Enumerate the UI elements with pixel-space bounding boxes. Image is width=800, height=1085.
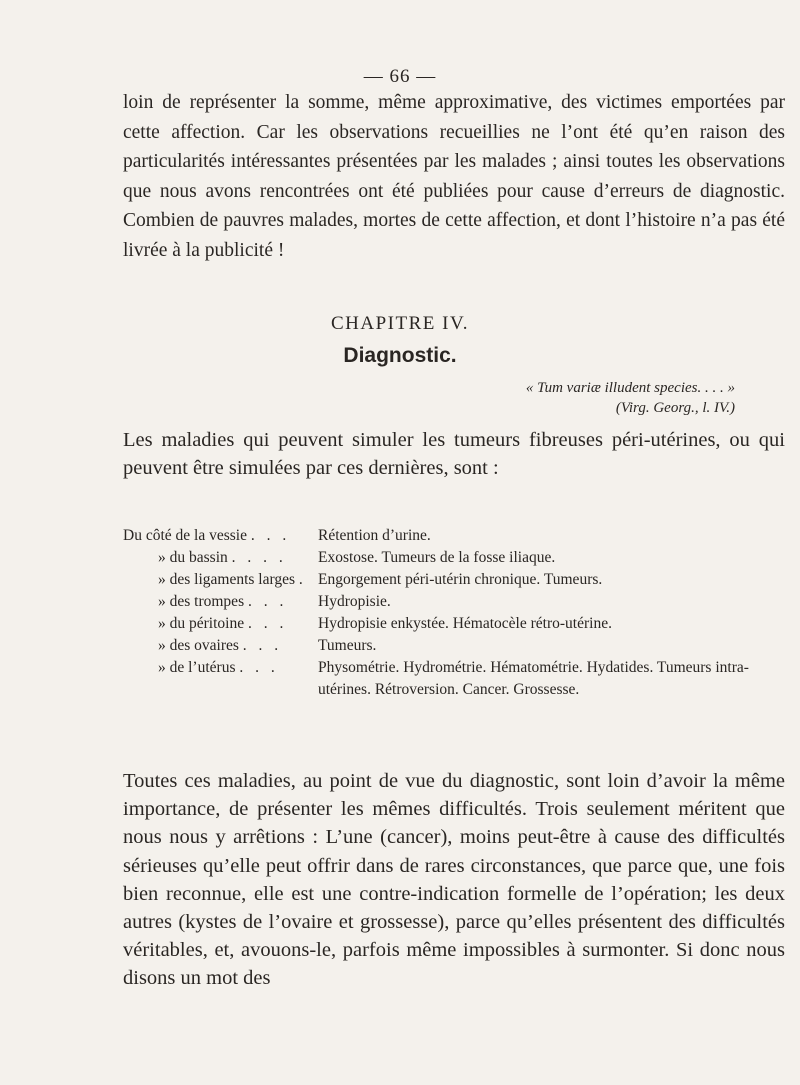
condition-text: Engorgement péri-utérin chronique. Tumeurs. xyxy=(318,571,603,588)
condition-text: Exostose. Tumeurs de la fosse iliaque. xyxy=(318,549,556,566)
leader-dots: . . . xyxy=(239,659,279,676)
list-item xyxy=(123,613,793,635)
list-item xyxy=(123,635,793,657)
intro-paragraph: loin de représenter la somme, même approximative, des victimes emportées par cette affection. Car les observations recueillies ne l’ont été qu’en raison des particularités intéressantes présentées par les malades ; ainsi toutes les observations que nous avons rencontrées ont été publiées pour cause d’erreurs de diagnostic. Combien de pauvres malades, mortes de cette affection, et dont l’histoire n’a pas été livrée à la publicité ! xyxy=(123,92,785,261)
organ-label: » des trompes xyxy=(158,593,245,610)
leader-dots: . . . . xyxy=(231,549,287,566)
section-title: Diagnostic. xyxy=(343,344,457,367)
organ-label: Du côté de la vessie xyxy=(123,527,247,544)
list-item xyxy=(123,591,793,613)
list-item xyxy=(123,569,793,591)
lead-paragraph: Les maladies qui peuvent simuler les tumeurs fibreuses péri-utérines, ou qui peuvent être simulées par ces dernières, sont : xyxy=(123,429,785,479)
page-number: — 66 — xyxy=(363,66,437,87)
condition-text: Rétention d’urine. xyxy=(318,527,431,544)
epigraph-source: (Virg. Georg., l. IV.) xyxy=(615,400,735,416)
organ-label: » des ligaments larges xyxy=(158,571,296,588)
chapter-heading: CHAPITRE IV. xyxy=(331,313,469,334)
leader-dots: . . . xyxy=(247,593,288,610)
body-paragraph: Toutes ces maladies, au point de vue du diagnostic, sont loin d’avoir la même importance, de présenter les mêmes difficultés. Trois seulement méritent que nous nous y arrêtions : L’une (cancer), moins peut-être à cause des difficultés sérieuses qu’elle peut offrir dans de rares circonstances, que parce que, une fois bien reconnue, elle est une contre-indication formelle de l’opération; les deux autres (kystes de l’ovaire et grossesse), parce qu’elles présentent des difficultés véritables, et, avouons-le, parfois même impossibles à surmonter. Si donc nous disons un mot des xyxy=(123,770,785,990)
list-item xyxy=(123,525,793,547)
condition-text: Hydropisie. xyxy=(318,593,391,610)
condition-text: Hydropisie enkystée. Hématocèle rétro-utérine. xyxy=(318,615,612,632)
list-item xyxy=(123,657,793,701)
leader-dots: . . . xyxy=(242,637,283,654)
organ-label: » du bassin xyxy=(158,549,228,566)
leader-dots: . . . xyxy=(250,527,291,544)
organ-label: » de l’utérus xyxy=(158,659,236,676)
organ-label: » des ovaires xyxy=(158,637,239,654)
condition-text: Tumeurs. xyxy=(318,637,377,654)
list-item xyxy=(123,547,793,569)
condition-text: Physométrie. Hydrométrie. Hématométrie. Hydatides. Tumeurs intra-utérines. Rétroversion. Cancer. Grossesse. xyxy=(318,659,749,698)
epigraph xyxy=(526,378,735,418)
leader-dots: . xyxy=(298,571,307,588)
leader-dots: . . . xyxy=(247,615,288,632)
organ-label: » du péritoine xyxy=(158,615,245,632)
differential-list xyxy=(123,525,793,701)
epigraph-quote: « Tum variæ illudent species. . . . » xyxy=(525,380,735,396)
